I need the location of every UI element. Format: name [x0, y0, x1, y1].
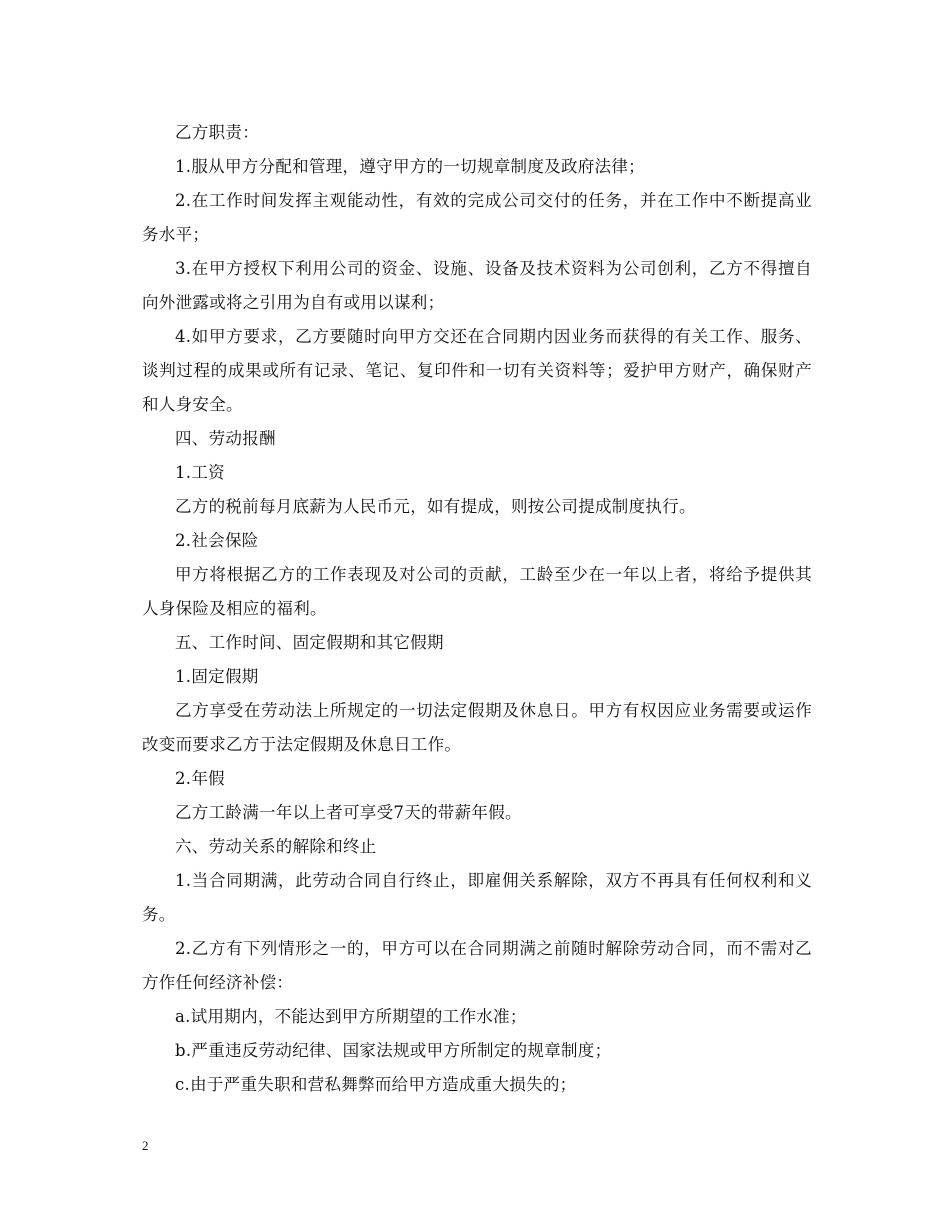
paragraph: 1.当合同期满，此劳动合同自行终止，即雇佣关系解除，双方不再具有任何权利和义务。	[142, 871, 812, 924]
paragraph: 乙方工龄满一年以上者可享受7天的带薪年假。	[175, 803, 522, 822]
paragraph: 2.在工作时间发挥主观能动性，有效的完成公司交付的任务，并在工作中不断提高业务水平；	[142, 191, 812, 244]
page-number: 2	[142, 1138, 149, 1153]
paragraph: 4.如甲方要求，乙方要随时向甲方交还在合同期内因业务而获得的有关工作、服务、谈判过程的成果或所有记录、笔记、复印件和一切有关资料等；爱护甲方财产，确保财产和人身安全。	[142, 327, 812, 414]
paragraph: 3.在甲方授权下利用公司的资金、设施、设备及技术资料为公司创利，乙方不得擅自向外泄露或将之引用为自有或用以谋利；	[142, 259, 812, 312]
paragraph: 乙方职责：	[175, 123, 259, 142]
subsection-heading: 1.固定假期	[175, 667, 259, 686]
paragraph: 乙方的税前每月底薪为人民币元，如有提成，则按公司提成制度执行。	[175, 497, 696, 516]
list-item: c.由于严重失职和营私舞弊而给甲方造成重大损失的；	[175, 1075, 577, 1094]
paragraph: 甲方将根据乙方的工作表现及对公司的贡献，工龄至少在一年以上者，将给予提供其人身保险及相应的福利。	[142, 565, 812, 618]
paragraph: 2.乙方有下列情形之一的，甲方可以在合同期满之前随时解除劳动合同，而不需对乙方作任何经济补偿：	[142, 939, 812, 992]
section-heading: 四、劳动报酬	[175, 429, 276, 448]
document-body	[142, 116, 812, 1102]
subsection-heading: 1.工资	[175, 463, 225, 482]
subsection-heading: 2.社会保险	[175, 531, 259, 550]
paragraph: 1.服从甲方分配和管理，遵守甲方的一切规章制度及政府法律；	[175, 157, 645, 176]
section-heading: 六、劳动关系的解除和终止	[175, 837, 377, 856]
list-item: b.严重违反劳动纪律、国家法规或甲方所制定的规章制度；	[175, 1041, 612, 1060]
subsection-heading: 2.年假	[175, 769, 225, 788]
list-item: a.试用期内，不能达到甲方所期望的工作水准；	[175, 1007, 527, 1026]
paragraph: 乙方享受在劳动法上所规定的一切法定假期及休息日。甲方有权因应业务需要或运作改变而要求乙方于法定假期及休息日工作。	[142, 701, 812, 754]
section-heading: 五、工作时间、固定假期和其它假期	[175, 633, 444, 652]
